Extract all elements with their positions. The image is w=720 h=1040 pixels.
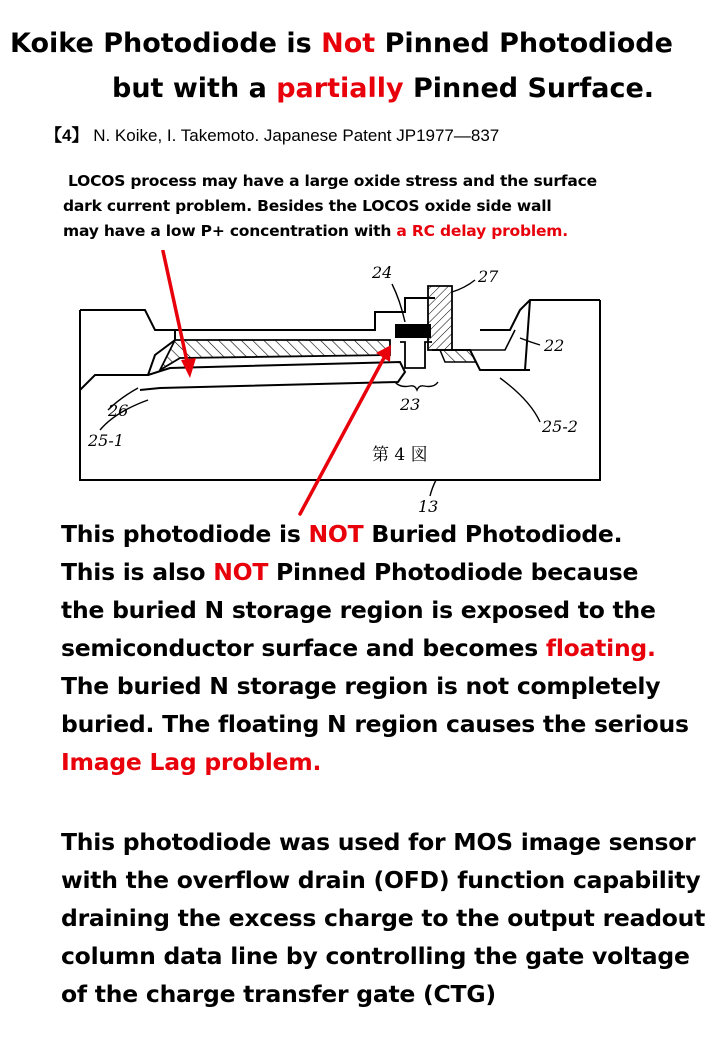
- title-emphasis-partially: partially: [276, 73, 404, 104]
- title-text: Koike Photodiode is: [10, 28, 322, 59]
- right-p-layer: [440, 350, 476, 362]
- reference-text: N. Koike, I. Takemoto. Japanese Patent JP1977—837: [93, 126, 500, 145]
- body1-line-4: semiconductor surface and becomes floating.: [61, 634, 656, 662]
- emphasis-floating: floating.: [545, 634, 656, 662]
- label-27: 27: [478, 267, 499, 286]
- body1-line-3: the buried N storage region is exposed to the: [61, 596, 656, 624]
- brace-23: [395, 382, 438, 390]
- slide-title-line-1: [10, 30, 720, 57]
- body1-line-5: The buried N storage region is not completely: [61, 672, 661, 700]
- surface-oxide-top: [155, 298, 435, 330]
- figure-caption: 第 4 図: [372, 445, 428, 465]
- substrate-outline: [80, 300, 600, 480]
- label-23: 23: [400, 395, 421, 414]
- note-text: may have a low P+ concentration with: [63, 222, 397, 240]
- body1-line-7: Image Lag problem.: [61, 748, 322, 776]
- label-25-2: 25-2: [542, 417, 578, 436]
- body2-line-2: with the overflow drain (OFD) function capability: [61, 866, 701, 894]
- title-text: Pinned Surface.: [403, 73, 655, 104]
- label-26: 26: [108, 401, 129, 420]
- body1-line-2: This is also NOT Pinned Photodiode because: [61, 558, 639, 586]
- note-emphasis: a RC delay problem.: [396, 222, 568, 240]
- locos-note-line-3: [63, 219, 568, 244]
- right-oxide-inner: [470, 330, 515, 350]
- slide-title-line-2: [112, 75, 720, 102]
- label-13: 13: [418, 497, 439, 516]
- left-field-oxide: [80, 310, 175, 390]
- body2-line-1: This photodiode was used for MOS image sensor: [61, 828, 696, 856]
- locos-note-line-2: dark current problem. Besides the LOCOS oxide side wall: [63, 197, 552, 215]
- body1-line-1: This photodiode is NOT Buried Photodiode.: [61, 520, 623, 548]
- label-24: 24: [372, 263, 393, 282]
- body2-line-5: of the charge transfer gate (CTG): [61, 980, 496, 1008]
- photodiode-cross-section-diagram: [60, 250, 620, 520]
- emphasis-not: NOT: [308, 520, 364, 548]
- label-25-1: 25-1: [88, 431, 124, 450]
- n-storage-region: [140, 362, 405, 390]
- title-text: but with a: [112, 73, 277, 104]
- right-field-oxide: [480, 300, 600, 370]
- red-arrow-to-n-region: [300, 356, 385, 514]
- locos-note-line-1: LOCOS process may have a large oxide stress and the surface: [68, 172, 597, 190]
- black-element-24: [395, 324, 431, 338]
- emphasis-not: NOT: [213, 558, 269, 586]
- reference-number: 【4】: [45, 126, 89, 145]
- title-emphasis-not: Not: [321, 28, 376, 59]
- patent-reference: [45, 121, 499, 146]
- body1-line-6: buried. The floating N region causes the serious: [61, 710, 689, 738]
- body2-line-3: draining the excess charge to the output readout: [61, 904, 706, 932]
- label-22: 22: [544, 336, 565, 355]
- body2-line-4: column data line by controlling the gate voltage: [61, 942, 690, 970]
- title-text: Pinned Photodiode: [375, 28, 673, 59]
- gate-27: [428, 286, 452, 350]
